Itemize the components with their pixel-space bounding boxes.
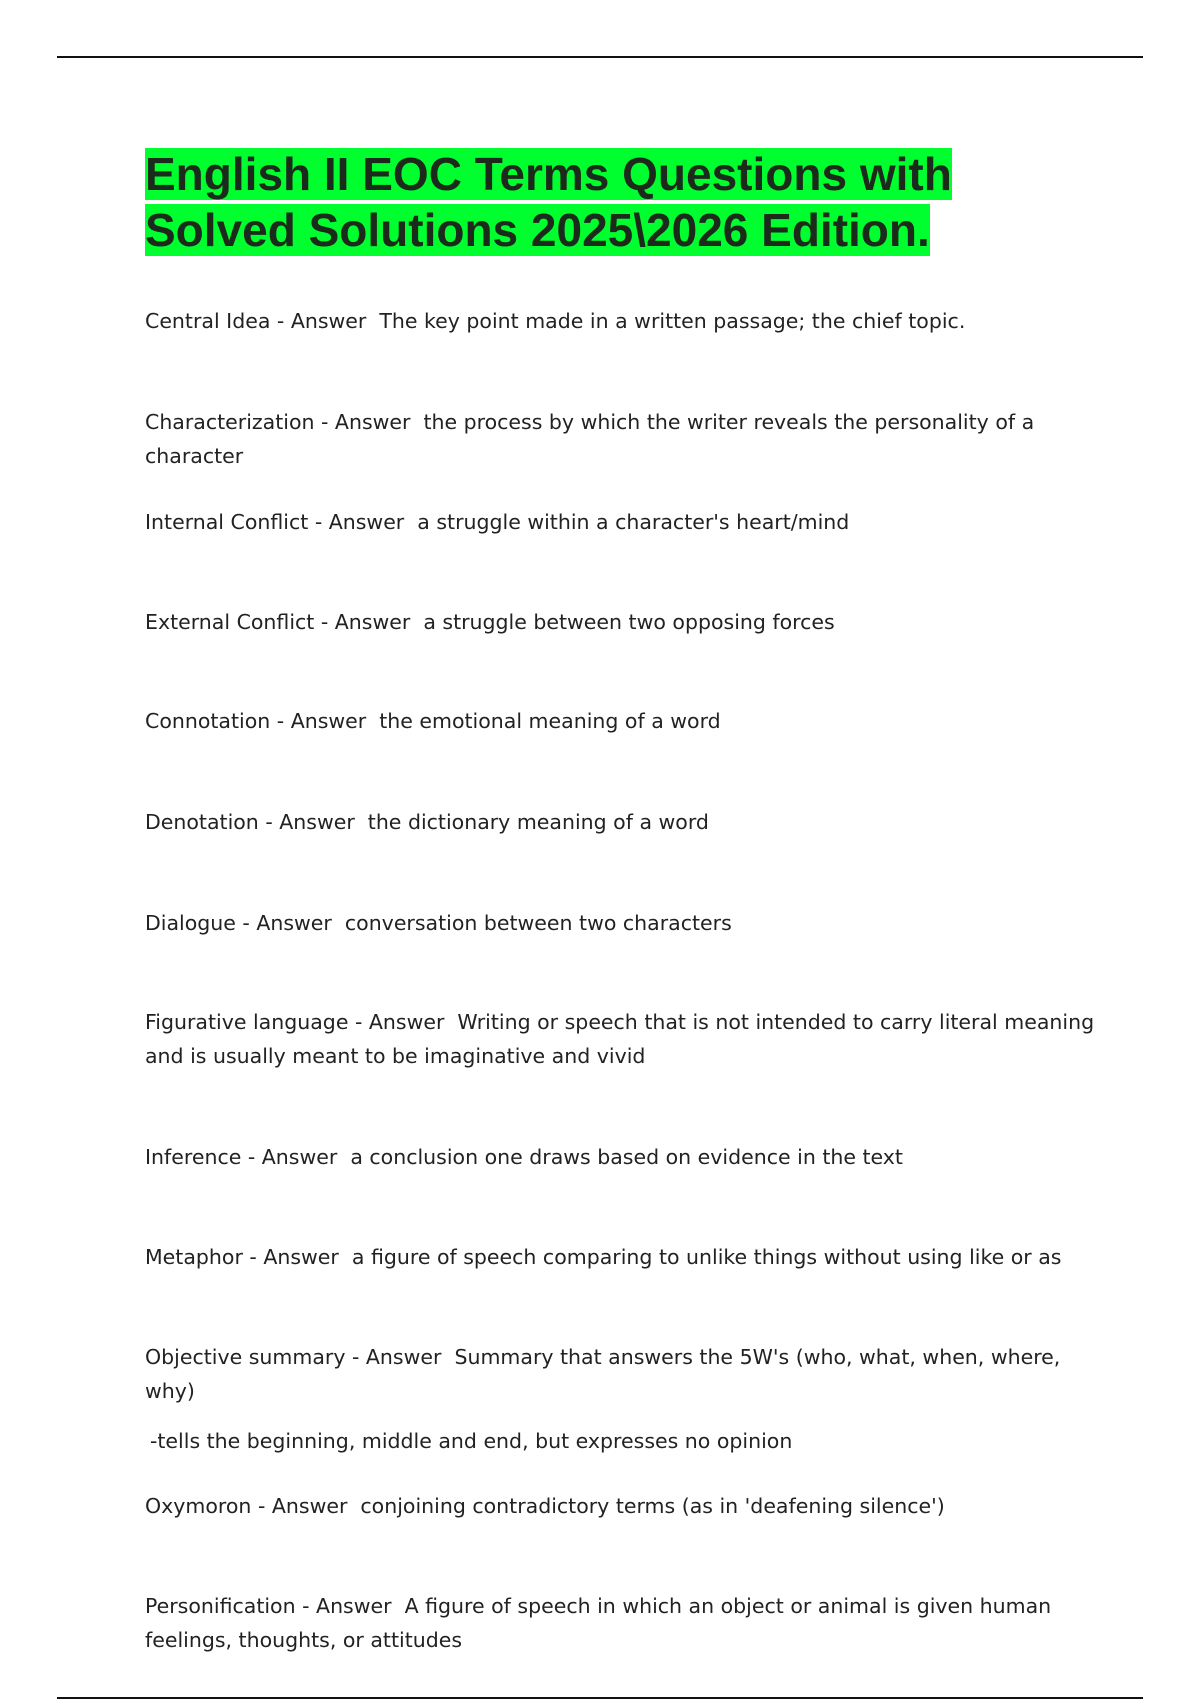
term-entry-external-conflict (145, 605, 1095, 639)
term-entry-figurative-language (145, 1005, 1101, 1073)
term-label: External Conflict (145, 610, 315, 634)
term-entry-characterization (145, 405, 1095, 473)
answer-separator: - Answer (308, 510, 418, 534)
term-label: Denotation (145, 810, 259, 834)
term-label: Inference (145, 1145, 242, 1169)
term-entry-objective-summary (145, 1340, 1095, 1458)
term-entry-inference (145, 1140, 1095, 1174)
term-definition-continuation: -tells the beginning, middle and end, but expresses no opinion (150, 1429, 793, 1453)
term-entry-central-idea (145, 304, 1095, 338)
term-definition: Writing or speech that is not intended to carry literal meaning and is usually meant to be imaginative and vivid (145, 1010, 1101, 1068)
term-entry-denotation (145, 805, 1095, 839)
term-label: Internal Conflict (145, 510, 309, 534)
answer-separator: - Answer (258, 810, 368, 834)
answer-separator: - Answer (235, 911, 345, 935)
answer-separator: - Answer (270, 709, 380, 733)
term-label: Metaphor (145, 1245, 243, 1269)
term-entry-personification (145, 1589, 1095, 1657)
term-definition: the process by which the writer reveals the personality of a character (145, 410, 1041, 468)
term-label: Characterization (145, 410, 315, 434)
term-label: Dialogue (145, 911, 236, 935)
top-rule (57, 56, 1143, 58)
answer-separator: - Answer (314, 610, 424, 634)
answer-separator: - Answer (295, 1594, 405, 1618)
term-definition: A figure of speech in which an object or animal is given human feelings, thoughts, or attitudes (145, 1594, 1058, 1652)
title-block (145, 146, 1045, 258)
term-definition: the emotional meaning of a word (379, 709, 721, 733)
term-label: Figurative language (145, 1010, 349, 1034)
term-definition: Summary that answers the 5W's (who, what, when, where, why) (145, 1345, 1067, 1403)
term-entry-connotation (145, 704, 1095, 738)
term-label: Central Idea (145, 309, 271, 333)
answer-separator: - Answer (345, 1345, 455, 1369)
term-entry-internal-conflict (145, 505, 1095, 539)
page-title-text: English II EOC Terms Questions with Solved Solutions 2025\2026 Edition. (145, 148, 952, 256)
answer-separator: - Answer (348, 1010, 458, 1034)
term-definition: a struggle within a character's heart/mind (417, 510, 850, 534)
term-entry-oxymoron (145, 1489, 1095, 1523)
bottom-rule (57, 1697, 1143, 1699)
answer-separator: - Answer (251, 1494, 361, 1518)
answer-separator: - Answer (241, 1145, 351, 1169)
answer-separator: - Answer (314, 410, 424, 434)
answer-separator: - Answer (242, 1245, 352, 1269)
term-label: Personification (145, 1594, 296, 1618)
term-definition: The key point made in a written passage; the chief topic. (379, 309, 966, 333)
term-definition: conjoining contradictory terms (as in 'deafening silence') (360, 1494, 945, 1518)
term-definition: conversation between two characters (344, 911, 732, 935)
answer-separator: - Answer (270, 309, 380, 333)
term-label: Connotation (145, 709, 271, 733)
term-label: Oxymoron (145, 1494, 252, 1518)
term-definition: a figure of speech comparing to unlike things without using like or as (351, 1245, 1062, 1269)
term-entry-metaphor (145, 1240, 1095, 1274)
term-entry-dialogue (145, 906, 1095, 940)
term-definition: a struggle between two opposing forces (423, 610, 835, 634)
term-definition: the dictionary meaning of a word (367, 810, 709, 834)
term-definition: a conclusion one draws based on evidence in the text (350, 1145, 903, 1169)
page-title (145, 146, 1045, 258)
term-label: Objective summary (145, 1345, 346, 1369)
